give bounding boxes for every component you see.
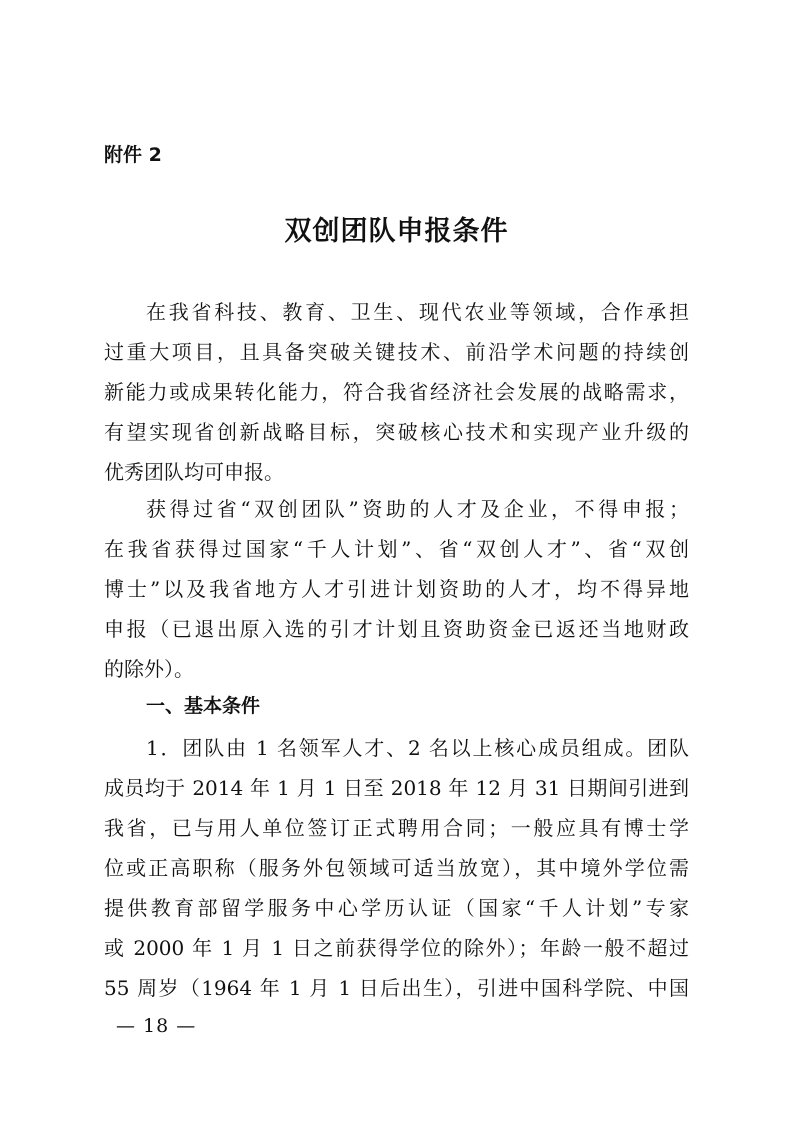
intro-paragraph — [104, 292, 689, 492]
paragraph-line: 在我省科技、教育、卫生、现代农业等领域，合作承担 — [146, 300, 689, 324]
attachment-label: 附件 2 — [104, 144, 162, 166]
paragraph-line: 我省，已与用人单位签订正式聘用合同；一般应具有博士学 — [104, 816, 689, 840]
paragraph-line: 位或正高职称（服务外包领域可适当放宽），其中境外学位需 — [104, 856, 689, 880]
paragraph-line: 55 周岁（1964 年 1 月 1 日后出生），引进中国科学院、中国 — [104, 976, 689, 1000]
paragraph-line: 或 2000 年 1 月 1 日之前获得学位的除外）；年龄一般不超过 — [104, 936, 689, 960]
paragraph-line: 的除外）。 — [104, 657, 194, 681]
paragraph-line: 优秀团队均可申报。 — [104, 460, 284, 484]
paragraph-line: 在我省获得过国家“千人计划”、省“双创人才”、省“双创 — [104, 537, 689, 561]
paragraph-line: 过重大项目，且具备突破关键技术、前沿学术问题的持续创 — [104, 340, 689, 364]
paragraph-line: 申报（已退出原入选的引才计划且资助资金已返还当地财政 — [104, 617, 689, 641]
section-heading-basic-conditions: 一、基本条件 — [146, 695, 261, 717]
paragraph-line: 新能力或成果转化能力，符合我省经济社会发展的战略需求， — [104, 380, 689, 404]
paragraph-line: 有望实现省创新战略目标，突破核心技术和实现产业升级的 — [104, 420, 689, 444]
paragraph-line: 成员均于 2014 年 1 月 1 日至 2018 年 12 月 31 日期间引进到 — [104, 776, 689, 800]
document-title: 双创团队申报条件 — [284, 216, 509, 247]
eligibility-restriction-paragraph — [104, 489, 689, 689]
paragraph-line: 1．团队由 1 名领军人才、2 名以上核心成员组成。团队 — [146, 736, 689, 760]
condition-paragraph — [104, 728, 689, 1008]
paragraph-line: 提供教育部留学服务中心学历认证（国家“千人计划”专家 — [104, 896, 689, 920]
page-number: — 18 — — [116, 1015, 197, 1037]
paragraph-line: 博士”以及我省地方人才引进计划资助的人才，均不得异地 — [104, 577, 689, 601]
paragraph-line: 获得过省“双创团队”资助的人才及企业，不得申报； — [146, 497, 689, 521]
